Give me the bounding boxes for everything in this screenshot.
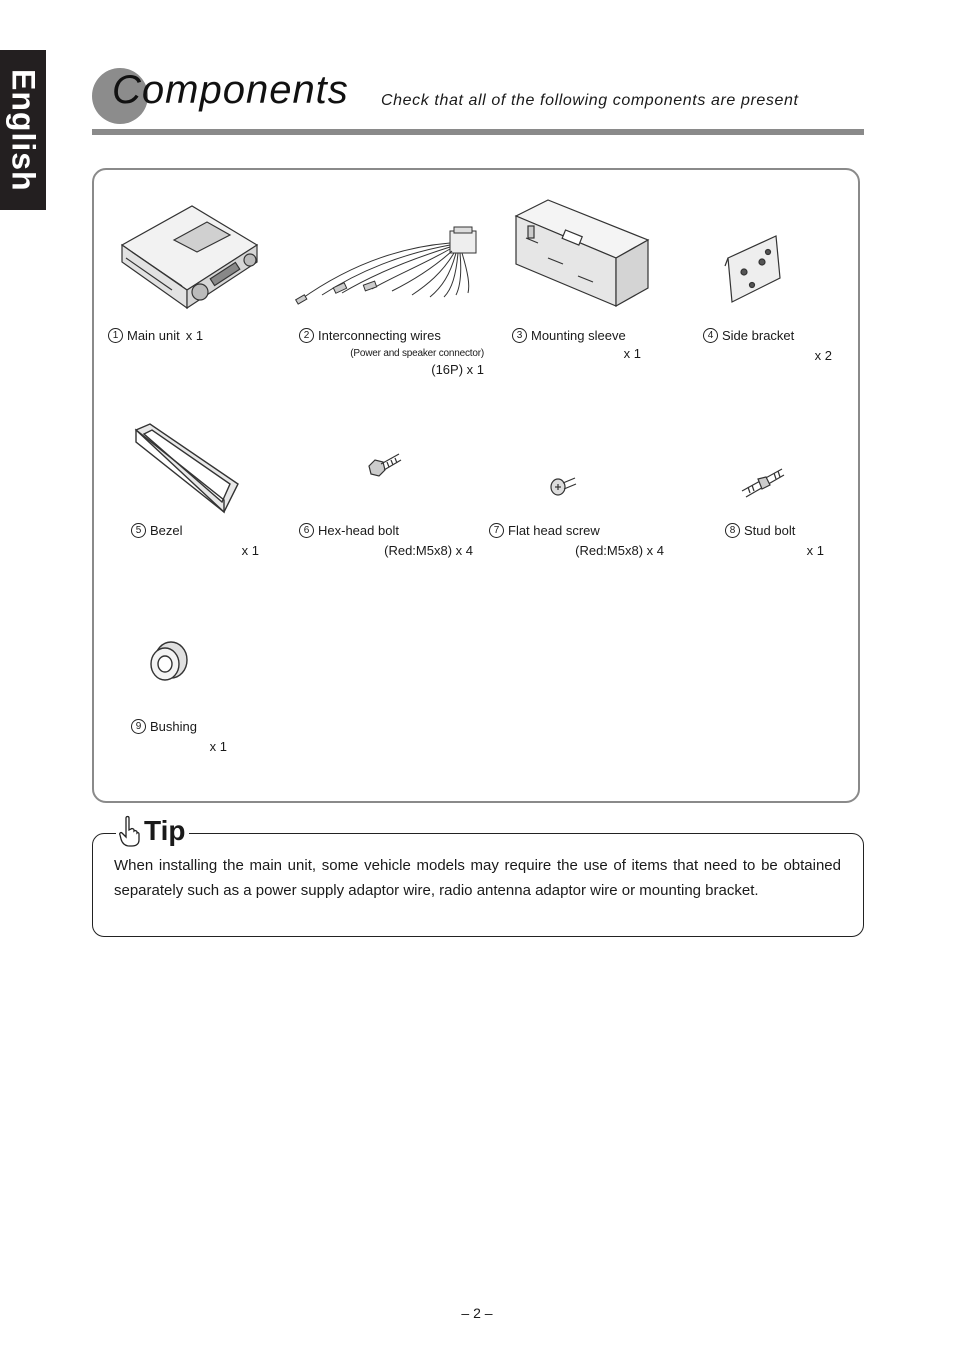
item-number: 2 [299,328,314,343]
item-number: 9 [131,719,146,734]
page-title: Components [112,68,349,112]
item-name: Main unit [127,328,180,343]
item-name: Flat head screw [508,523,600,538]
item-quantity: x 1 [623,346,641,361]
item-quantity: x 1 [806,543,824,558]
tip-heading [116,815,189,847]
bezel-icon [132,422,242,514]
tip-title: Tip [144,815,186,846]
item-number: 5 [131,523,146,538]
item-quantity: (Red:M5x8) x 4 [384,543,473,558]
item-number: 6 [299,523,314,538]
item-quantity: (16P) x 1 [431,362,484,377]
item-number: 7 [489,523,504,538]
main-unit-icon [112,200,267,312]
item-name: Bezel [150,523,183,538]
wiring-harness-icon [292,225,492,310]
item-name: Side bracket [722,328,795,343]
item-name: Interconnecting wires [318,328,441,343]
item-quantity: x 1 [241,543,259,558]
item-quantity: x 1 [185,328,204,343]
bushing-icon [145,638,193,686]
tip-body: When installing the main unit, some vehicle models may require the use of items that need to be obtained separately such as a power supply adaptor wire, radio antenna adaptor wire or mounting bracket. [114,857,841,899]
item-number: 1 [108,328,123,343]
item-number: 3 [512,328,527,343]
language-tab [0,50,46,210]
language-label: English [5,68,42,192]
page-subtitle: Check that all of the following components are present [381,92,799,109]
flat-screw-icon [549,472,579,498]
side-bracket-icon [722,230,787,308]
item-name: Stud bolt [744,523,796,538]
item-name: Mounting sleeve [531,328,626,343]
stud-bolt-icon [740,465,786,499]
item-note: (Power and speaker connector) [350,348,484,359]
pointing-hand-icon [118,815,140,847]
item-name: Hex-head bolt [318,523,399,538]
item-name: Bushing [150,719,197,734]
mounting-sleeve-icon [508,198,653,310]
item-quantity: x 2 [814,348,832,363]
item-quantity: x 1 [209,739,227,754]
page-number: – 2 – [461,1305,493,1321]
component-label-stud-bolt [725,523,795,538]
item-quantity: (Red:M5x8) x 4 [575,543,664,558]
component-label-flat-head-screw [489,523,600,538]
component-label-mounting-sleeve [512,328,626,343]
component-label-hex-head-bolt [299,523,399,538]
item-number: 4 [703,328,718,343]
title-underline [92,129,864,135]
component-label-bushing [131,719,197,734]
component-label-bezel [131,523,183,538]
component-label-side-bracket [703,328,794,343]
hex-bolt-icon [365,448,403,482]
item-number: 8 [725,523,740,538]
component-label-interconnecting-wires [299,328,441,343]
component-label-main-unit [108,328,203,343]
